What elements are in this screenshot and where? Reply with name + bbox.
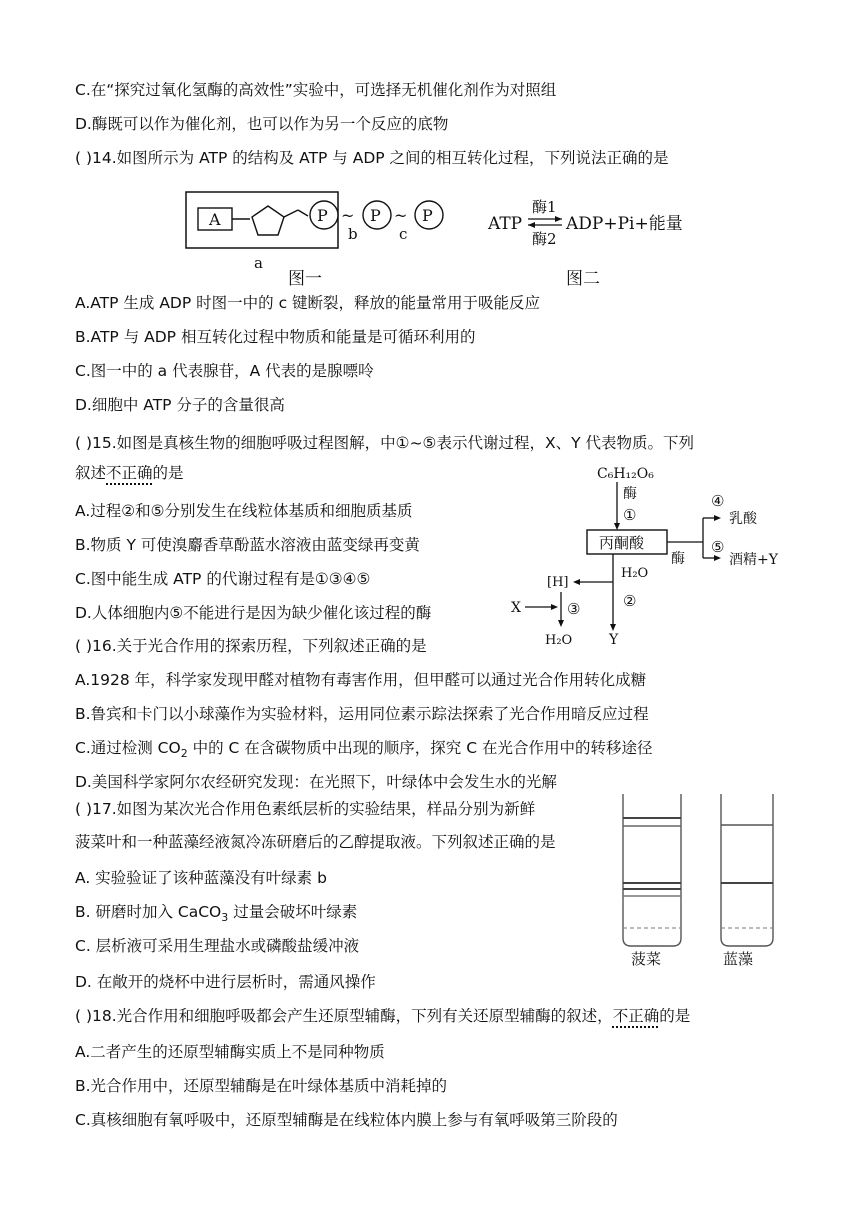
option-c-q16: C.通过检测 $CO_2$ 中的 C 在含碳物质中出现的顺序，探究 C 在光合作用中的转移途径 (75, 739, 653, 761)
option-a-q17: A. 实验验证了该种蓝藻没有叶绿素 b (75, 869, 327, 887)
question-14: ( )14.如图所示为 ATP 的结构及 ATP 与 ADP 之间的相互转化过程，下列说法正确的是 (75, 149, 669, 167)
option-d-q13: D.酶既可以作为催化剂，也可以作为另一个反应的底物 (75, 115, 449, 133)
option-c-q13: C.在“探究过氧化氢酶的高效性”实验中，可选择无机催化剂作为对照组 (75, 81, 557, 99)
option-c-q18: C.真核细胞有氧呼吸中，还原型辅酶是在线粒体内膜上参与有氧呼吸第三阶段的 (75, 1111, 618, 1129)
step-5-label: ⑤ (711, 538, 725, 556)
question-18: ( )18.光合作用和细胞呼吸都会产生还原型辅酶，下列有关还原型辅酶的叙述，不正确的是 (75, 1007, 691, 1025)
option-b-q14: B.ATP 与 ADP 相互转化过程中物质和能量是可循环利用的 (75, 328, 476, 346)
enzyme-2-label: 酶2 (532, 230, 557, 248)
question-15: ( )15.如图是真核生物的细胞呼吸过程图解，中①~⑤表示代谢过程，X、Y 代表物质。下列 (75, 434, 694, 452)
option-d-q14: D.细胞中 ATP 分子的含量很高 (75, 396, 285, 414)
respiration-diagram (505, 460, 805, 652)
lactic-acid-label: 乳酸 (729, 511, 757, 527)
step-1-label: ① (623, 506, 637, 524)
h-label: [H] (547, 575, 569, 590)
option-b-q17: B. 研磨时加入 CaCO$_3$ 过量会破坏叶绿素 (75, 903, 358, 925)
glucose-label: C₆H₁₂O₆ (597, 466, 654, 482)
option-a-q16: A.1928 年，科学家发现甲醛对植物有毒害作用，但甲醛可以通过光合作用转化成糖 (75, 671, 647, 689)
step-4-label: ④ (711, 492, 725, 510)
option-c-q14: C.图一中的 a 代表腺苷，A 代表的是腺嘌呤 (75, 362, 374, 380)
option-d-q16: D.美国科学家阿尔农经研究发现：在光照下，叶绿体中会发生水的光解 (75, 773, 557, 791)
products-label: ADP+Pi+能量 (566, 214, 683, 234)
water-output-label: H₂O (545, 633, 573, 648)
caption-figure-2: 图二 (566, 269, 600, 289)
enzyme-label-2: 酶 (671, 551, 685, 567)
enzyme-1-label: 酶1 (532, 198, 557, 216)
question-17-line-2: 菠菜叶和一种蓝藻经液氮冷冻研磨后的乙醇提取液。下列叙述正确的是 (75, 833, 556, 851)
atp-label: ATP (488, 214, 523, 234)
label-a: a (254, 254, 263, 272)
x-label: X (511, 600, 521, 616)
spinach-label: 菠菜 (631, 950, 662, 968)
phosphate-1-label: P (317, 206, 328, 225)
option-b-q16: B.鲁宾和卡门以小球藻作为实验材料，运用同位素示踪法探索了光合作用暗反应过程 (75, 705, 649, 723)
phosphate-2-label: P (370, 206, 381, 225)
chromatography-figure (615, 788, 775, 968)
bond-b-label: b (348, 225, 358, 243)
algae-strip (721, 794, 773, 946)
algae-label: 蓝藻 (723, 950, 754, 968)
option-d-q15: D.人体细胞内⑤不能进行是因为缺少催化该过程的酶 (75, 604, 432, 622)
option-b-q18: B.光合作用中，还原型辅酶是在叶绿体基质中消耗掉的 (75, 1077, 448, 1095)
option-c-q15: C.图中能生成 ATP 的代谢过程有是①③④⑤ (75, 570, 371, 588)
bond-c-tilde: ~ (394, 206, 408, 225)
phosphate-3-label: P (422, 206, 433, 225)
option-a-q14: A.ATP 生成 ADP 时图一中的 c 键断裂，释放的能量常用于吸能反应 (75, 294, 541, 312)
question-17: ( )17.如图为某次光合作用色素纸层析的实验结果，样品分别为新鲜 (75, 800, 536, 818)
ethanol-y-label: 酒精+Y (729, 552, 778, 568)
ribose-pentagon (252, 206, 284, 235)
bond-c-label: c (399, 225, 408, 243)
y-label: Y (609, 632, 619, 648)
emphasis-not-correct: 不正确 (106, 464, 153, 482)
water-input-label: H₂O (621, 566, 649, 581)
pyruvate-label: 丙酮酸 (599, 534, 645, 552)
emphasis-not-correct-18: 不正确 (612, 1007, 660, 1025)
option-b-q15: B.物质 Y 可使溴麝香草酚蓝水溶液由蓝变绿再变黄 (75, 536, 420, 554)
question-16: ( )16.关于光合作用的探索历程，下列叙述正确的是 (75, 637, 427, 655)
option-a-q15: A.过程②和⑤分别发生在线粒体基质和细胞质基质 (75, 502, 413, 520)
caption-figure-1: 图一 (288, 269, 322, 289)
bond-b-tilde: ~ (341, 206, 355, 225)
enzyme-label-1: 酶 (623, 486, 637, 502)
option-d-q17: D. 在敞开的烧杯中进行层析时，需通风操作 (75, 973, 376, 991)
spinach-strip (623, 794, 681, 946)
step-3-label: ③ (567, 600, 581, 618)
step-2-label: ② (623, 592, 637, 610)
option-a-q18: A.二者产生的还原型辅酶实质上不是同种物质 (75, 1043, 385, 1061)
adenine-label: A (209, 210, 221, 229)
atp-figure (180, 186, 700, 290)
question-15-line-2: 叙述不正确的是 (75, 464, 184, 482)
option-c-q17: C. 层析液可采用生理盐水或磷酸盐缓冲液 (75, 937, 360, 955)
